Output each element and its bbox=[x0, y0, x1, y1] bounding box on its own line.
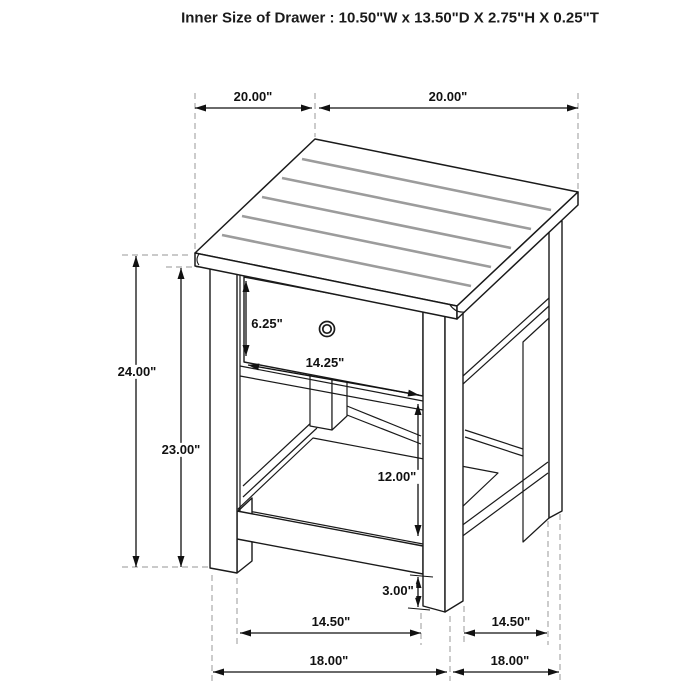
front-leg bbox=[445, 300, 463, 612]
dim-label-front-leg-spacing: 14.50" bbox=[309, 615, 354, 629]
drawing-title: Inner Size of Drawer : 10.50"W x 13.50"D X 2.75"H X 0.25"T bbox=[181, 9, 599, 27]
dim-label-base-width-left: 18.00" bbox=[307, 654, 352, 668]
left-leg bbox=[210, 266, 237, 573]
front-leg bbox=[423, 312, 445, 612]
back-rail bbox=[347, 406, 421, 436]
right-leg bbox=[549, 221, 562, 518]
tick bbox=[408, 608, 430, 610]
dim-label-side-leg-spacing: 14.50" bbox=[489, 615, 534, 629]
drawer-knob bbox=[323, 325, 331, 333]
back-rail bbox=[347, 415, 421, 444]
right-leg-inner-face bbox=[523, 318, 549, 542]
dim-label-base-depth-right: 18.00" bbox=[488, 654, 533, 668]
dim-label-overall-height: 24.00" bbox=[115, 365, 160, 379]
dim-label-shelf-to-floor: 3.00" bbox=[379, 584, 416, 598]
dim-label-drawer-front-height: 6.25" bbox=[248, 317, 285, 331]
dim-label-drawer-front-width: 14.25" bbox=[303, 356, 348, 370]
dim-label-top-width-right: 20.00" bbox=[426, 90, 471, 104]
dim-label-height-under-top: 23.00" bbox=[159, 443, 204, 457]
dim-label-shelf-clearance: 12.00" bbox=[375, 470, 420, 484]
dim-label-top-depth-left: 20.00" bbox=[231, 90, 276, 104]
